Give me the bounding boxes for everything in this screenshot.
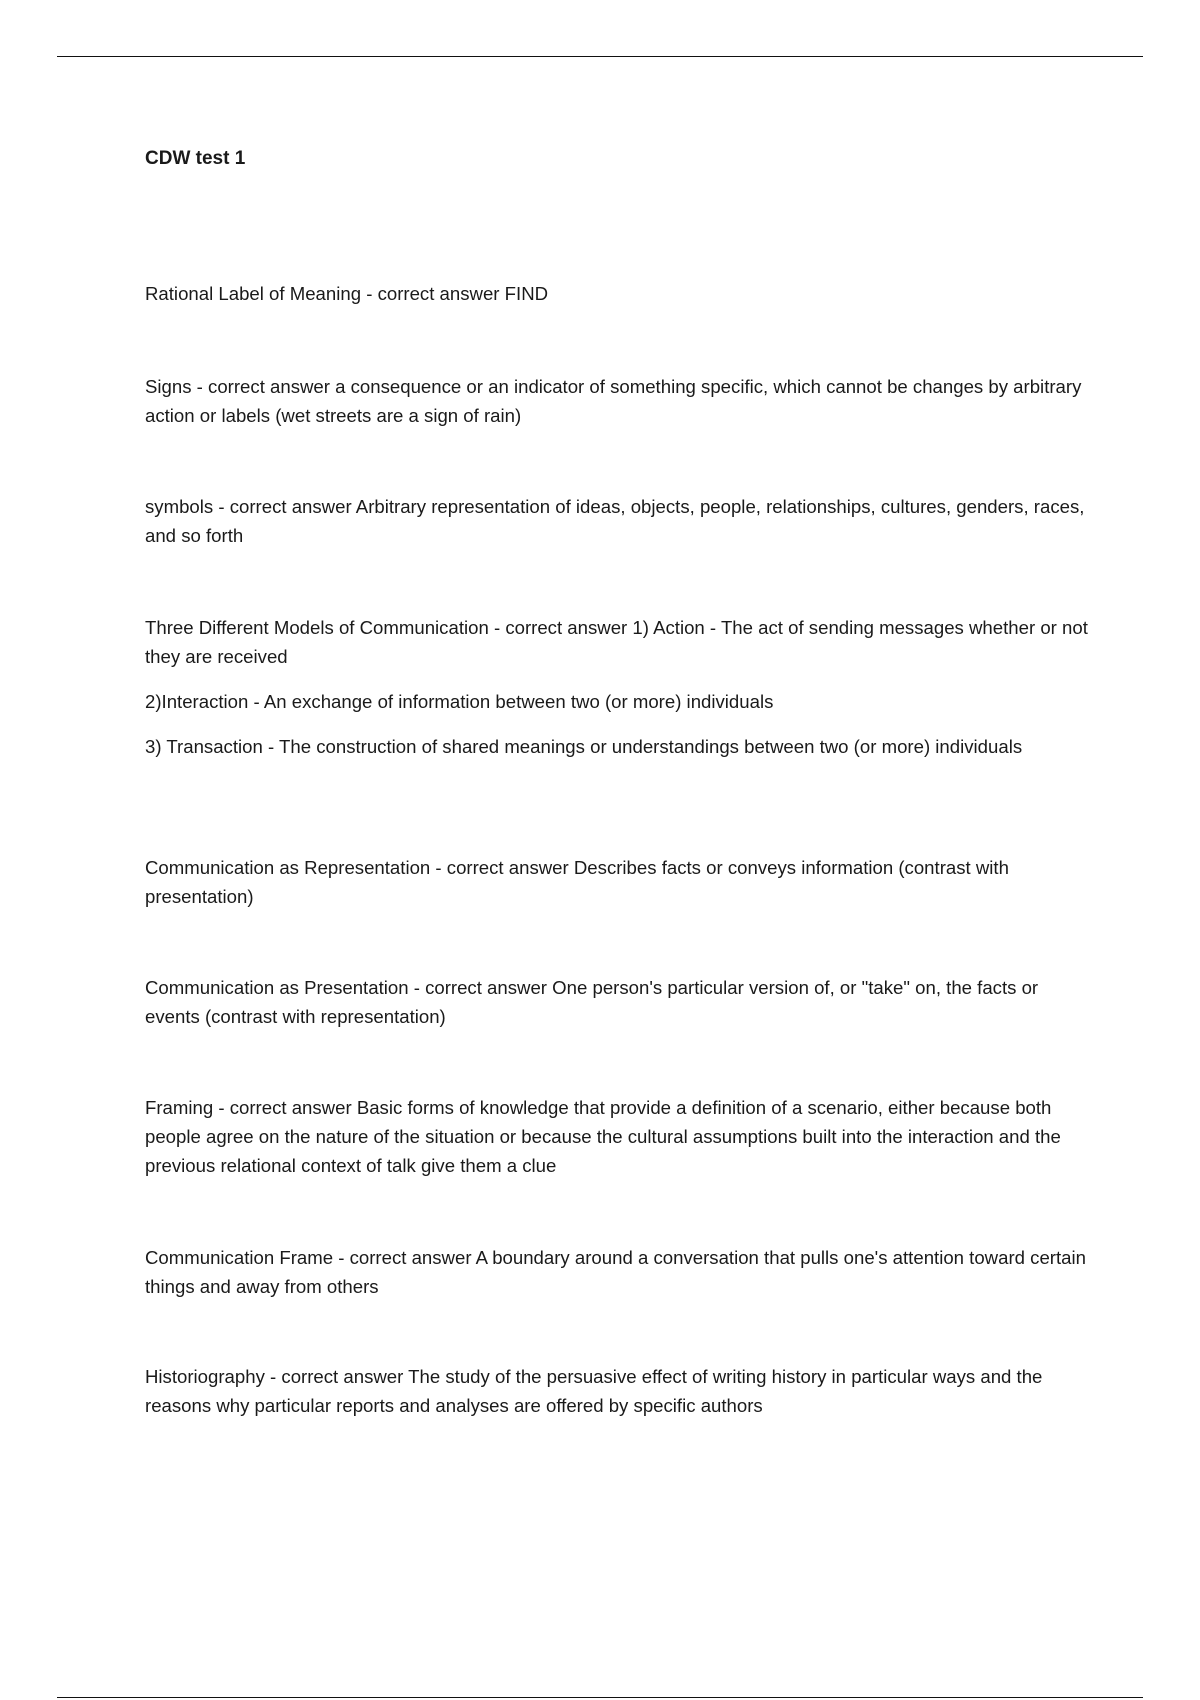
entry-three-models: [145, 613, 1095, 761]
entry-text: Historiography - correct answer The study of the persuasive effect of writing history in particular ways and the reasons why particular reports and analyses are offered by specific authors: [145, 1366, 1043, 1416]
entry-text-interaction: 2)Interaction - An exchange of information between two (or more) individuals: [145, 691, 774, 712]
entry-text: Communication as Representation - correct answer Describes facts or conveys information (contrast with presentation): [145, 857, 1009, 907]
entry-communication-as-representation: [145, 853, 1095, 911]
entry-text-transaction: 3) Transaction - The construction of shared meanings or understandings between two (or more) individuals: [145, 736, 1023, 757]
entry-text: Framing - correct answer Basic forms of knowledge that provide a definition of a scenario, either because both people agree on the nature of the situation or because the cultural assumptions built into the interaction and the previous relational context of talk give them a clue: [145, 1097, 1061, 1176]
entry-text: Rational Label of Meaning - correct answer FIND: [145, 283, 549, 304]
entry-text: Communication as Presentation - correct answer One person's particular version of, or "take" on, the facts or events (contrast with representation): [145, 977, 1039, 1027]
entry-symbols: [145, 492, 1095, 550]
entry-communication-frame: [145, 1243, 1095, 1301]
entry-communication-as-presentation: [145, 973, 1095, 1031]
header-rule: [57, 56, 1143, 57]
entry-historiography: [145, 1362, 1095, 1420]
entry-framing: [145, 1093, 1095, 1180]
entry-text: symbols - correct answer Arbitrary representation of ideas, objects, people, relationships, cultures, genders, races, and so forth: [145, 496, 1085, 546]
document-title: CDW test 1: [145, 148, 246, 169]
entry-text: Communication Frame - correct answer A boundary around a conversation that pulls one's attention toward certain things and away from others: [145, 1247, 1086, 1297]
entry-signs: [145, 372, 1095, 430]
entry-text: Signs - correct answer a consequence or an indicator of something specific, which cannot be changes by arbitrary action or labels (wet streets are a sign of rain): [145, 376, 1082, 426]
entry-text: Three Different Models of Communication - correct answer 1) Action - The act of sending messages whether or not they are received: [145, 617, 1088, 667]
footer-rule: [57, 1697, 1143, 1698]
entry-rational-label-of-meaning: [145, 279, 1095, 308]
